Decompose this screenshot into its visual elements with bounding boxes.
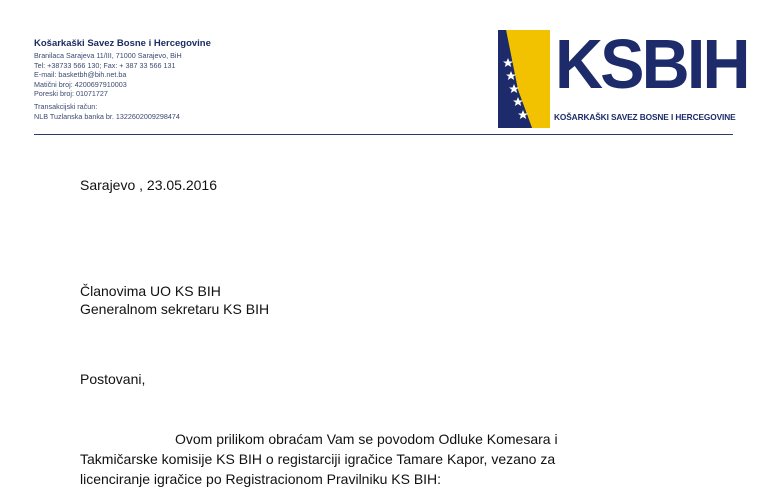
org-poreski-broj: Poreski broj: 01071727	[34, 89, 108, 99]
header-divider	[34, 134, 733, 135]
org-maticni-broj: Matični broj: 4200697910003	[34, 79, 127, 89]
recipient-line-2: Generalnom sekretaru KS BIH	[80, 301, 270, 317]
recipient-line-1: Članovima UO KS BIH	[80, 283, 221, 299]
org-address: Branilaca Sarajeva 11/III, 71000 Sarajevo, BiH	[34, 51, 182, 60]
salutation: Postovani,	[80, 371, 146, 387]
ksbih-emblem-icon	[498, 30, 550, 128]
org-account-label: Transakcijski račun:	[34, 101, 98, 111]
ksbih-logo-subtitle: KOŠARKAŠKI SAVEZ BOSNE I HERCEGOVINE	[554, 112, 736, 122]
org-name: Košarkaški Savez Bosne i Hercegovine	[34, 38, 211, 49]
place-date: Sarajevo , 23.05.2016	[80, 177, 217, 193]
org-account-number: NLB Tuzlanska banka br. 1322602009298474	[34, 111, 180, 121]
paragraph-line-2: Takmičarske komisije KS BIH o registarciji igračice Tamare Kapor, vezano za	[80, 451, 556, 467]
paragraph-line-3: licenciranje igračice po Registracionom Pravilniku KS BIH:	[80, 471, 442, 487]
paragraph-line-1: Ovom prilikom obraćam Vam se povodom Odluke Komesara i	[175, 431, 558, 447]
org-contact-block	[34, 38, 334, 121]
org-email: E-mail: basketbh@bih.net.ba	[34, 70, 127, 80]
ksbih-logo	[498, 25, 748, 130]
ksbih-wordmark: KSBIH	[555, 25, 748, 103]
org-phone-fax: Tel: +38733 566 130; Fax: + 387 33 566 131	[34, 60, 176, 70]
